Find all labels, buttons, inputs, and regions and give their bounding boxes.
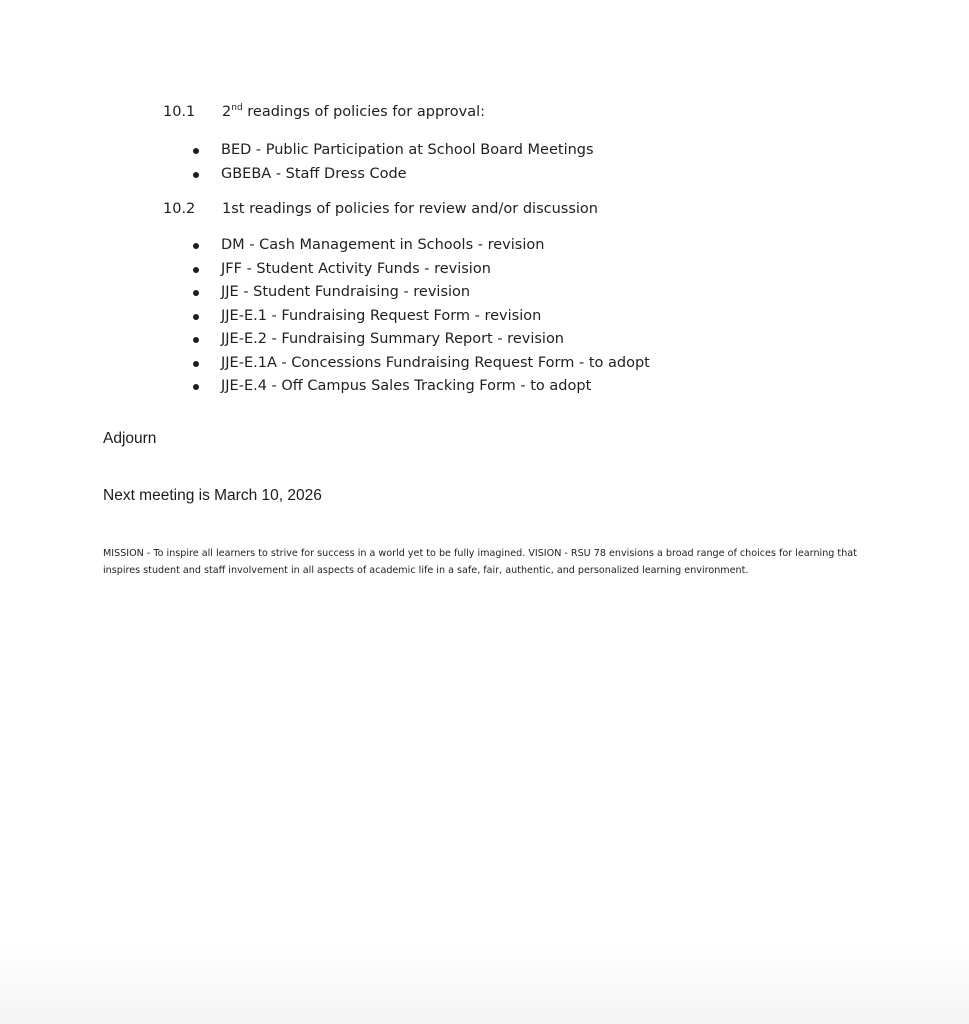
section-10-1-superscript: nd bbox=[231, 103, 243, 114]
bullet-icon bbox=[193, 172, 199, 178]
policy-item-text: DM - Cash Management in Schools - revision bbox=[221, 237, 545, 253]
section-10-2-number: 10.2 bbox=[163, 201, 196, 217]
next-meeting-text: Next meeting is March 10, 2026 bbox=[103, 487, 322, 504]
bullet-icon bbox=[193, 243, 199, 249]
policy-item-text: JFF - Student Activity Funds - revision bbox=[221, 260, 491, 277]
bullet-icon bbox=[193, 361, 199, 367]
bullet-icon bbox=[193, 290, 199, 296]
adjourn-text: Adjourn bbox=[103, 430, 157, 447]
bullet-icon bbox=[193, 267, 199, 273]
section-10-1-heading bbox=[163, 104, 485, 120]
policy-item-text: JJE-E.1A - Concessions Fundraising Request Form - to adopt bbox=[221, 354, 650, 371]
policy-item-text: JJE - Student Fundraising - revision bbox=[221, 284, 471, 300]
section-10-2-title: 1st readings of policies for review and/or discussion bbox=[222, 201, 598, 217]
policy-item-text: GBEBA - Staff Dress Code bbox=[221, 165, 407, 182]
section-10-1-number: 10.1 bbox=[163, 104, 196, 120]
section-10-1-title: readings of policies for approval: bbox=[242, 104, 486, 120]
policy-item-text: BED - Public Participation at School Board Meetings bbox=[221, 142, 594, 158]
section-10-2-heading bbox=[163, 201, 598, 217]
policy-item-text: JJE-E.4 - Off Campus Sales Tracking Form - to adopt bbox=[221, 378, 592, 394]
policy-item-text: JJE-E.1 - Fundraising Request Form - revision bbox=[221, 307, 542, 324]
bullet-icon bbox=[193, 148, 199, 154]
policy-item-text: JJE-E.2 - Fundraising Summary Report - revision bbox=[221, 331, 565, 347]
bullet-icon bbox=[193, 337, 199, 343]
bullet-icon bbox=[193, 384, 199, 390]
mission-statement: MISSION - To inspire all learners to strive for success in a world yet to be fully imagined. VISION - RSU 78 envisions a broad range of choices for learning that inspires student and staff involvement in all aspects of academic life in a safe, fair, authentic, and personalized learning environment. bbox=[103, 548, 857, 576]
bullet-icon bbox=[193, 314, 199, 320]
section-10-1-prefix: 2 bbox=[222, 104, 232, 120]
